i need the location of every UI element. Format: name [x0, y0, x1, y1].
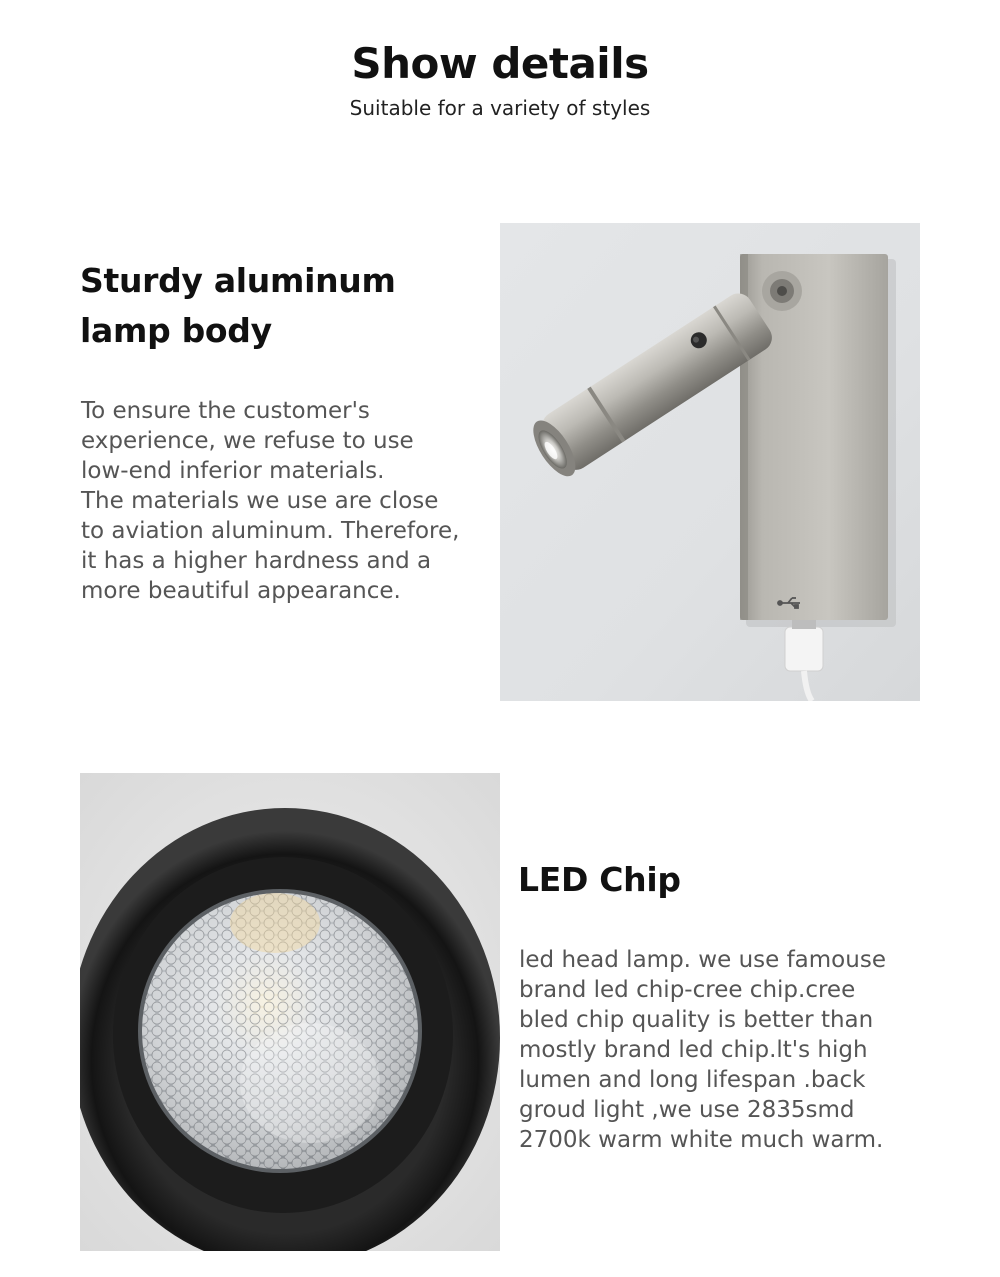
section-heading-line1: Sturdy aluminum: [80, 261, 396, 300]
page-subtitle: Suitable for a variety of styles: [349, 96, 651, 120]
section-body-text: led head lamp. we use famouse brand led chip-cree chip.cree bled chip quality is better than mostly brand led chip.lt's high lumen and long lifespan .back groud light ,we use 2835smd 2700k warm white much warm.: [519, 947, 886, 1153]
section-heading: LED Chip: [518, 860, 681, 899]
section-body-text: To ensure the customer's experience, we refuse to use low-end inferior materials. The materials we use are close to aviation aluminum. Therefore, it has a higher hardness and a more beautiful appearance.: [81, 398, 460, 604]
page-title: Show details: [351, 39, 649, 88]
wall-lamp-photo: [500, 223, 920, 701]
led-chip-closeup-photo: [80, 773, 500, 1251]
section-heading-line2: lamp body: [80, 311, 272, 350]
